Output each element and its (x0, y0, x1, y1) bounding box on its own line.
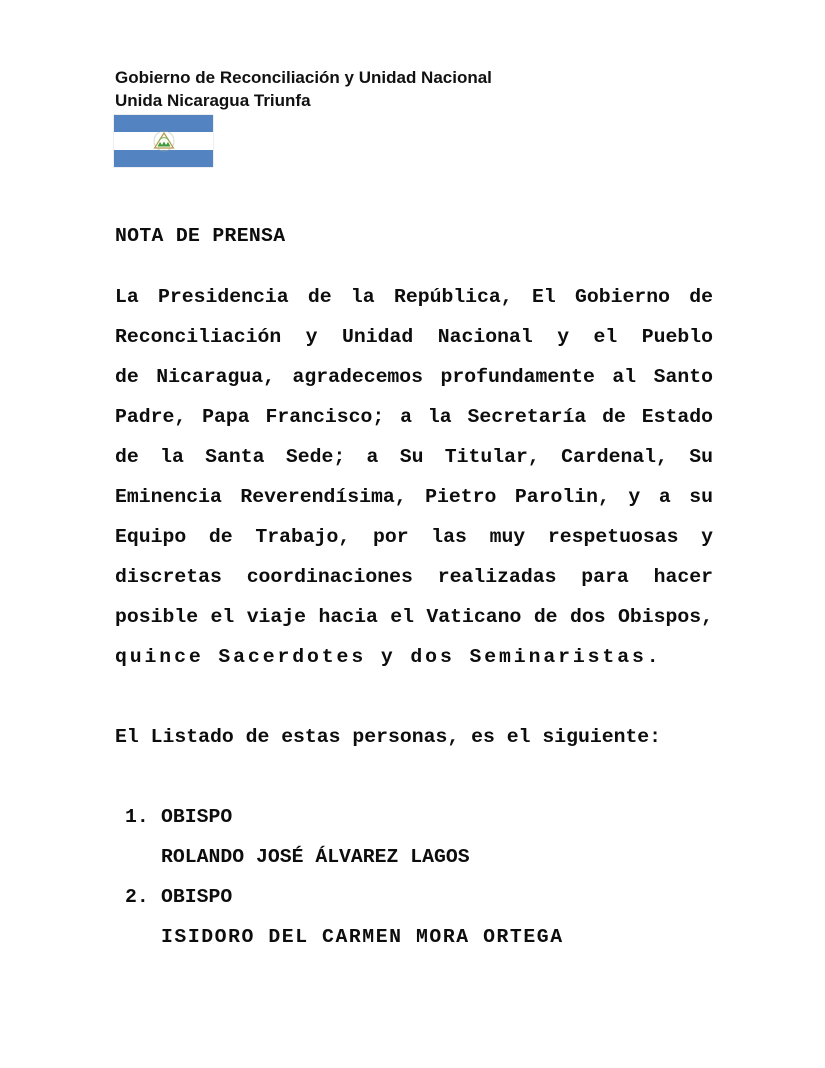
paragraph-line: Padre, Papa Francisco; a la Secretaría de Estado (115, 406, 713, 428)
flag-stripe-bottom (114, 150, 213, 167)
list-item-name: ROLANDO JOSÉ ÁLVAREZ LAGOS (161, 846, 470, 868)
paragraph-line: de Nicaragua, agradecemos profundamente al Santo (115, 366, 713, 388)
list-item-name: ISIDORO DEL CARMEN MORA ORTEGA (161, 926, 564, 948)
paragraph-line: Equipo de Trabajo, por las muy respetuosas y (115, 526, 713, 548)
list-intro: El Listado de estas personas, es el siguiente: (115, 726, 662, 748)
nicaragua-flag (114, 115, 213, 167)
paragraph-line: Eminencia Reverendísima, Pietro Parolin, y a su (115, 486, 713, 508)
list-item-number: 2. (125, 886, 149, 908)
list-item-role-line (125, 797, 564, 837)
government-name: Gobierno de Reconciliación y Unidad Nacional (115, 68, 492, 87)
paragraph-line: Reconciliación y Unidad Nacional y el Pueblo (115, 326, 713, 348)
paragraph-line: de la Santa Sede; a Su Titular, Cardenal, Su (115, 446, 713, 468)
paragraph-line: quince Sacerdotes y dos Seminaristas. (115, 646, 662, 668)
paragraph-line: La Presidencia de la República, El Gobierno de (115, 286, 713, 308)
paragraph-line: discretas coordinaciones realizadas para hacer (115, 566, 713, 588)
document-title: NOTA DE PRENSA (115, 225, 286, 247)
list-item-role: OBISPO (161, 886, 233, 908)
persons-list (125, 797, 564, 957)
list-item (125, 877, 564, 957)
flag-stripe-middle (114, 132, 213, 149)
list-item-role: OBISPO (161, 806, 233, 828)
list-item-number: 1. (125, 806, 149, 828)
list-item-role-line (125, 877, 564, 917)
letterhead (115, 66, 492, 112)
main-paragraph (115, 277, 713, 677)
government-slogan: Unida Nicaragua Triunfa (115, 91, 311, 110)
list-item (125, 797, 564, 877)
nicaragua-coat-of-arms-icon (149, 130, 179, 152)
paragraph-line: posible el viaje hacia el Vaticano de dos Obispos, (115, 606, 713, 628)
